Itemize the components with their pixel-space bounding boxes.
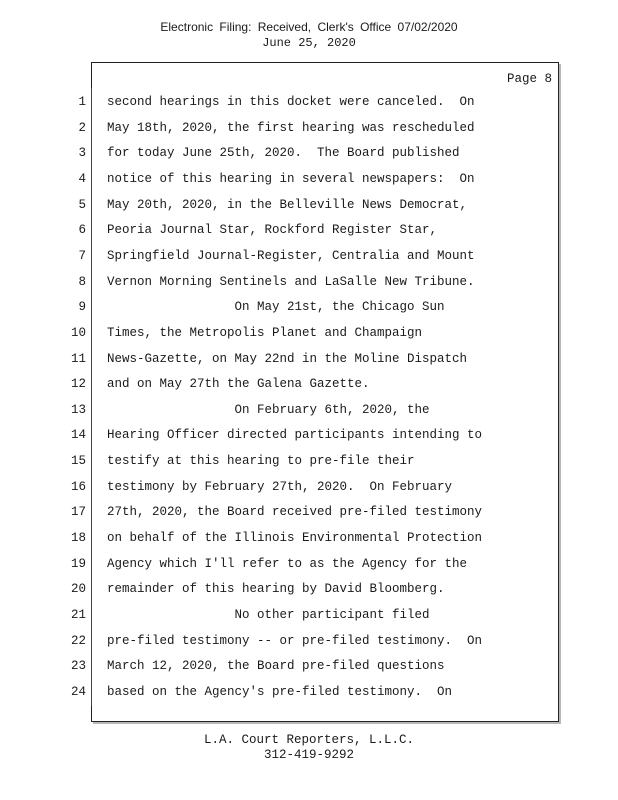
line-text: 27th, 2020, the Board received pre-filed testimony (107, 505, 483, 520)
line-text: May 18th, 2020, the first hearing was rescheduled (107, 120, 475, 135)
line-number: 14 (70, 428, 86, 443)
line-text: notice of this hearing in several newspapers: On (107, 171, 475, 186)
filing-stamp: Electronic Filing: Received, Clerk's Office 07/02/2020 (160, 20, 458, 34)
line-number: 2 (78, 120, 86, 135)
line-number: 20 (70, 582, 86, 597)
line-text: Agency which I'll refer to as the Agency for the (107, 556, 468, 571)
line-number: 10 (70, 325, 86, 340)
line-number: 16 (70, 479, 86, 494)
line-text: on behalf of the Illinois Environmental Protection (107, 531, 483, 546)
line-text: Springfield Journal-Register, Centralia and Mount (107, 248, 475, 263)
line-number: 22 (70, 633, 86, 648)
line-text: On May 21st, the Chicago Sun (107, 300, 445, 315)
line-text: for today June 25th, 2020. The Board published (107, 146, 460, 161)
line-number: 24 (70, 684, 86, 699)
line-number-divider (91, 88, 92, 706)
line-number: 4 (78, 171, 86, 186)
line-text: and on May 27th the Galena Gazette. (107, 377, 370, 392)
line-text: Peoria Journal Star, Rockford Register Star, (107, 223, 438, 238)
line-number: 11 (70, 351, 86, 366)
line-text: based on the Agency's pre-filed testimony. On (107, 684, 453, 699)
line-text: News-Gazette, on May 22nd in the Moline Dispatch (107, 351, 468, 366)
page-number: Page 8 (506, 72, 552, 86)
line-text: Hearing Officer directed participants intending to (107, 428, 483, 443)
line-text: March 12, 2020, the Board pre-filed questions (107, 659, 445, 674)
line-text: second hearings in this docket were canceled. On (107, 95, 475, 109)
court-reporter-phone: 312-419-9292 (263, 748, 354, 762)
line-number: 3 (78, 146, 86, 161)
transcript-date: June 25, 2020 (262, 36, 356, 50)
line-number: 1 (78, 95, 86, 109)
line-text: On February 6th, 2020, the (107, 402, 430, 417)
line-text: Vernon Morning Sentinels and LaSalle New Tribune. (107, 274, 475, 289)
line-number: 13 (70, 402, 86, 417)
line-text: No other participant filed (107, 608, 430, 622)
line-text: Times, the Metropolis Planet and Champaign (107, 325, 423, 340)
line-text: testimony by February 27th, 2020. On February (107, 479, 453, 494)
line-number: 12 (70, 377, 86, 392)
line-number: 23 (70, 659, 86, 674)
line-text: pre-filed testimony -- or pre-filed testimony. On (107, 633, 483, 648)
line-number: 18 (70, 531, 86, 546)
line-number: 6 (78, 223, 86, 238)
line-text: remainder of this hearing by David Bloomberg. (107, 582, 445, 597)
line-number: 7 (78, 248, 86, 263)
line-number: 21 (70, 608, 86, 622)
line-number: 15 (70, 454, 86, 469)
line-text: testify at this hearing to pre-file their (107, 454, 415, 469)
line-number: 19 (70, 556, 86, 571)
line-text: May 20th, 2020, in the Belleville News Democrat, (107, 197, 468, 212)
line-number: 8 (78, 274, 86, 289)
court-reporter-name: L.A. Court Reporters, L.L.C. (203, 733, 415, 747)
line-number: 9 (78, 300, 86, 315)
line-number: 17 (70, 505, 86, 520)
line-number: 5 (78, 197, 86, 212)
